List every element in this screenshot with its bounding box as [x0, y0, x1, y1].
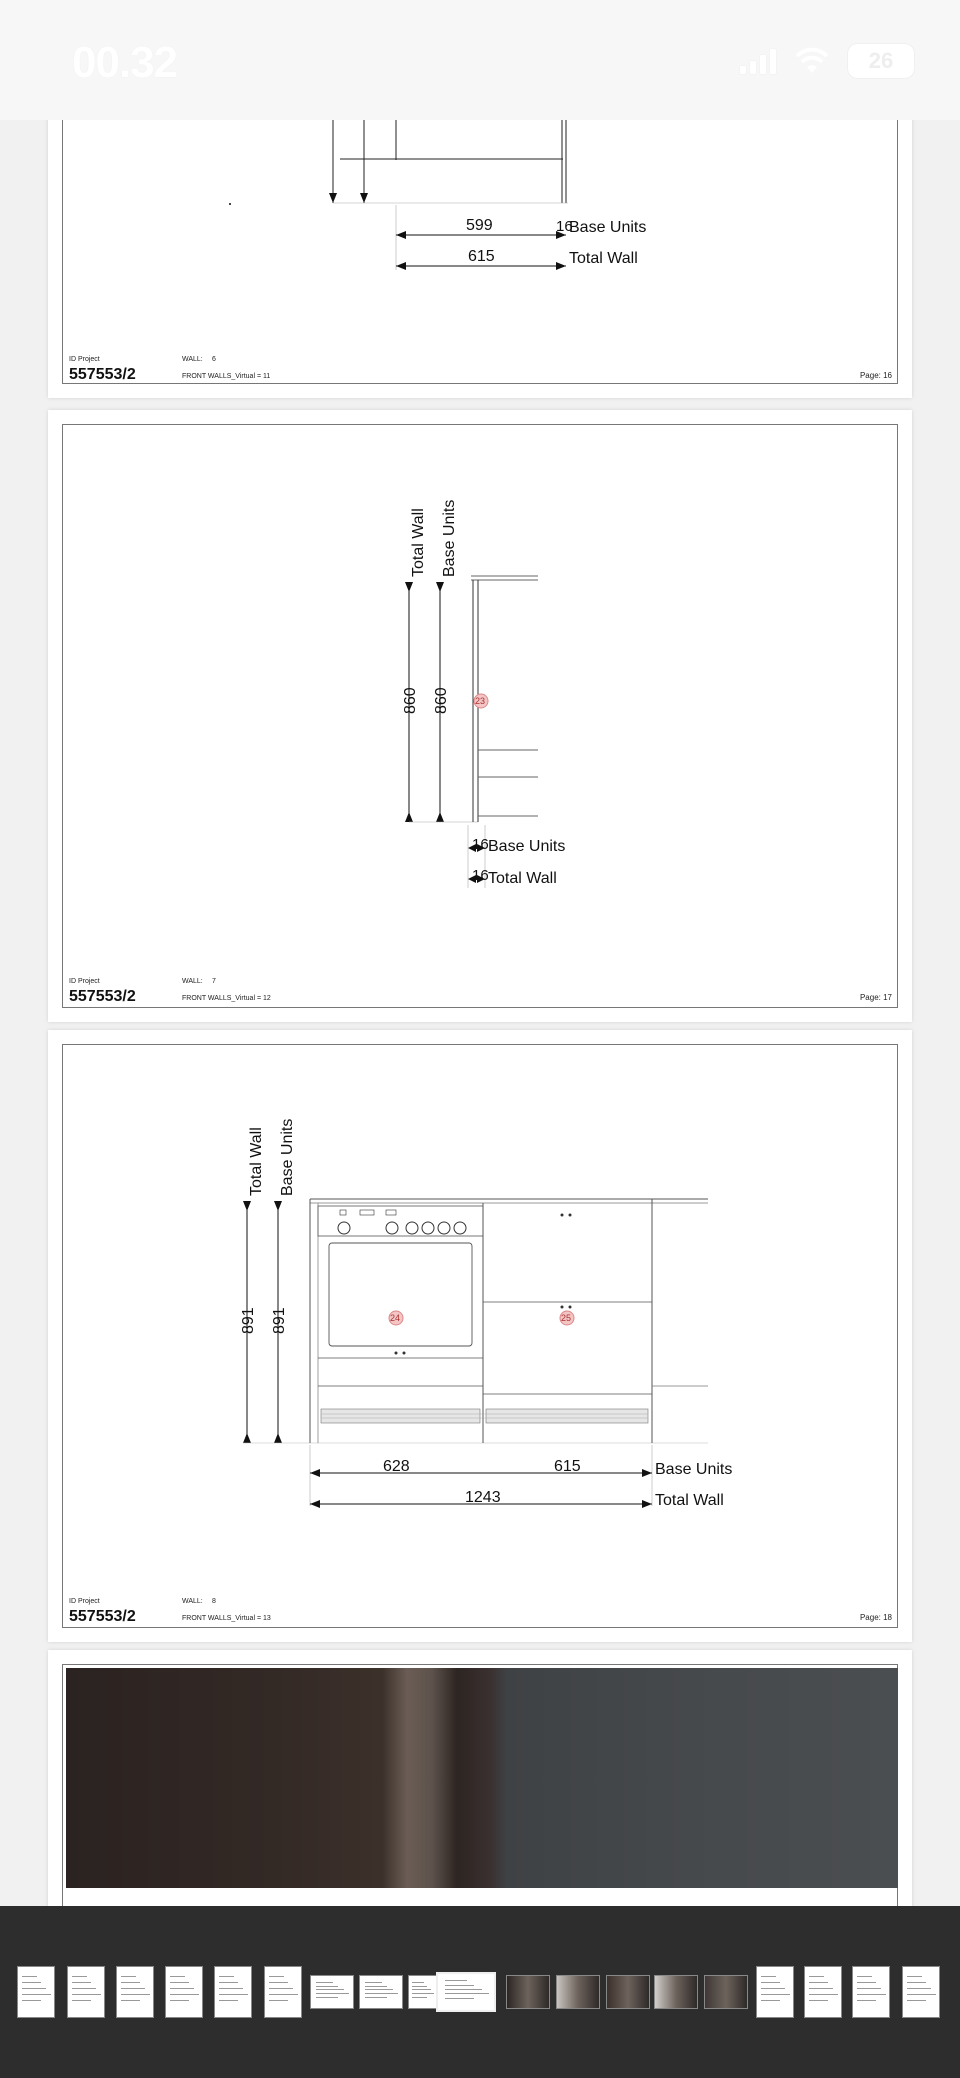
dim-base-height-891: 891 — [271, 1307, 288, 1334]
dim-total-height-891: 891 — [240, 1307, 257, 1334]
page-thumbnail[interactable] — [264, 1966, 302, 2018]
page-thumbnail[interactable] — [67, 1966, 105, 2018]
dim-base-height-860: 860 — [433, 687, 450, 714]
project-label: ID Project — [69, 1598, 100, 1605]
page-thumbnail[interactable] — [804, 1966, 842, 2018]
page-thumbnail[interactable] — [902, 1966, 940, 2018]
page-thumbnail[interactable] — [556, 1975, 600, 2009]
wall-6-drawing — [48, 90, 912, 398]
project-id: 557553/2 — [69, 988, 136, 1005]
wall-value: 8 — [212, 1598, 216, 1605]
page-thumbnail[interactable] — [17, 1966, 55, 2018]
dim-total-1243: 1243 — [465, 1489, 501, 1506]
page-thumbnail[interactable] — [654, 1975, 698, 2009]
page-thumbnail[interactable] — [165, 1966, 203, 2018]
page-thumbnail-strip[interactable] — [0, 1906, 960, 2078]
wall-8-drawing — [48, 1030, 912, 1642]
page-thumbnail[interactable] — [408, 1975, 438, 2009]
page-number: Page: 16 — [859, 371, 892, 380]
dim-base-16: 16 — [556, 218, 573, 235]
wall-value: 7 — [212, 978, 216, 985]
document-page-19 — [48, 1650, 912, 1906]
label-base-units: Base Units — [569, 219, 647, 236]
label-total-wall-vertical: Total Wall — [410, 508, 427, 577]
project-label: ID Project — [69, 978, 100, 985]
status-icons — [740, 44, 914, 78]
page-thumbnail[interactable] — [359, 1975, 403, 2009]
wall-label: WALL: — [182, 1598, 203, 1605]
status-bar — [0, 0, 960, 120]
page-thumbnail[interactable] — [606, 1975, 650, 2009]
label-base-units-vertical: Base Units — [279, 1118, 296, 1196]
page-thumbnail[interactable] — [704, 1975, 748, 2009]
marker-25: 25 — [561, 1313, 572, 1323]
dim-total-615: 615 — [468, 248, 495, 265]
page-thumbnail[interactable] — [852, 1966, 890, 2018]
project-id: 557553/2 — [69, 366, 136, 383]
label-total-wall: Total Wall — [655, 1492, 724, 1509]
document-page-16 — [48, 90, 912, 398]
page-subtitle: FRONT WALLS_Virtual = 13 — [182, 1615, 271, 1622]
page-number: Page: 17 — [859, 993, 892, 1002]
label-total-wall: Total Wall — [569, 250, 638, 267]
page-thumbnail[interactable] — [756, 1966, 794, 2018]
wall-label: WALL: — [182, 978, 203, 985]
dim-base-16: 16 — [472, 836, 489, 853]
page-thumbnail[interactable] — [310, 1975, 354, 2009]
label-total-wall-vertical: Total Wall — [248, 1127, 265, 1196]
project-id: 557553/2 — [69, 1608, 136, 1625]
wifi-icon — [794, 47, 830, 75]
signal-icon — [740, 48, 776, 74]
page-subtitle: FRONT WALLS_Virtual = 12 — [182, 995, 271, 1002]
marker-24: 24 — [390, 1313, 401, 1323]
document-page-18 — [48, 1030, 912, 1642]
status-time: 00.32 — [72, 38, 178, 87]
page-number: Page: 18 — [859, 1613, 892, 1622]
dim-base-left-628: 628 — [383, 1458, 410, 1475]
dim-base-right-615: 615 — [554, 1458, 581, 1475]
label-base-units: Base Units — [655, 1461, 733, 1478]
dim-base-599: 599 — [466, 217, 493, 234]
wall-value: 6 — [212, 356, 216, 363]
label-base-units: Base Units — [488, 838, 566, 855]
kitchen-photo — [66, 1668, 898, 1888]
page-thumbnail[interactable] — [214, 1966, 252, 2018]
page-thumbnail[interactable] — [436, 1972, 496, 2012]
page-subtitle: FRONT WALLS_Virtual = 11 — [182, 373, 271, 380]
dim-total-height-860: 860 — [402, 687, 419, 714]
marker-23: 23 — [475, 696, 486, 706]
page-thumbnail[interactable] — [506, 1975, 550, 2009]
label-base-units-vertical: Base Units — [441, 499, 458, 577]
project-label: ID Project — [69, 356, 100, 363]
wall-label: WALL: — [182, 356, 203, 363]
dim-total-16: 16 — [472, 867, 489, 884]
wall-7-drawing — [48, 410, 912, 1022]
label-total-wall: Total Wall — [488, 870, 557, 887]
battery-icon: 26 — [848, 44, 914, 78]
page-thumbnail[interactable] — [116, 1966, 154, 2018]
document-page-17 — [48, 410, 912, 1022]
